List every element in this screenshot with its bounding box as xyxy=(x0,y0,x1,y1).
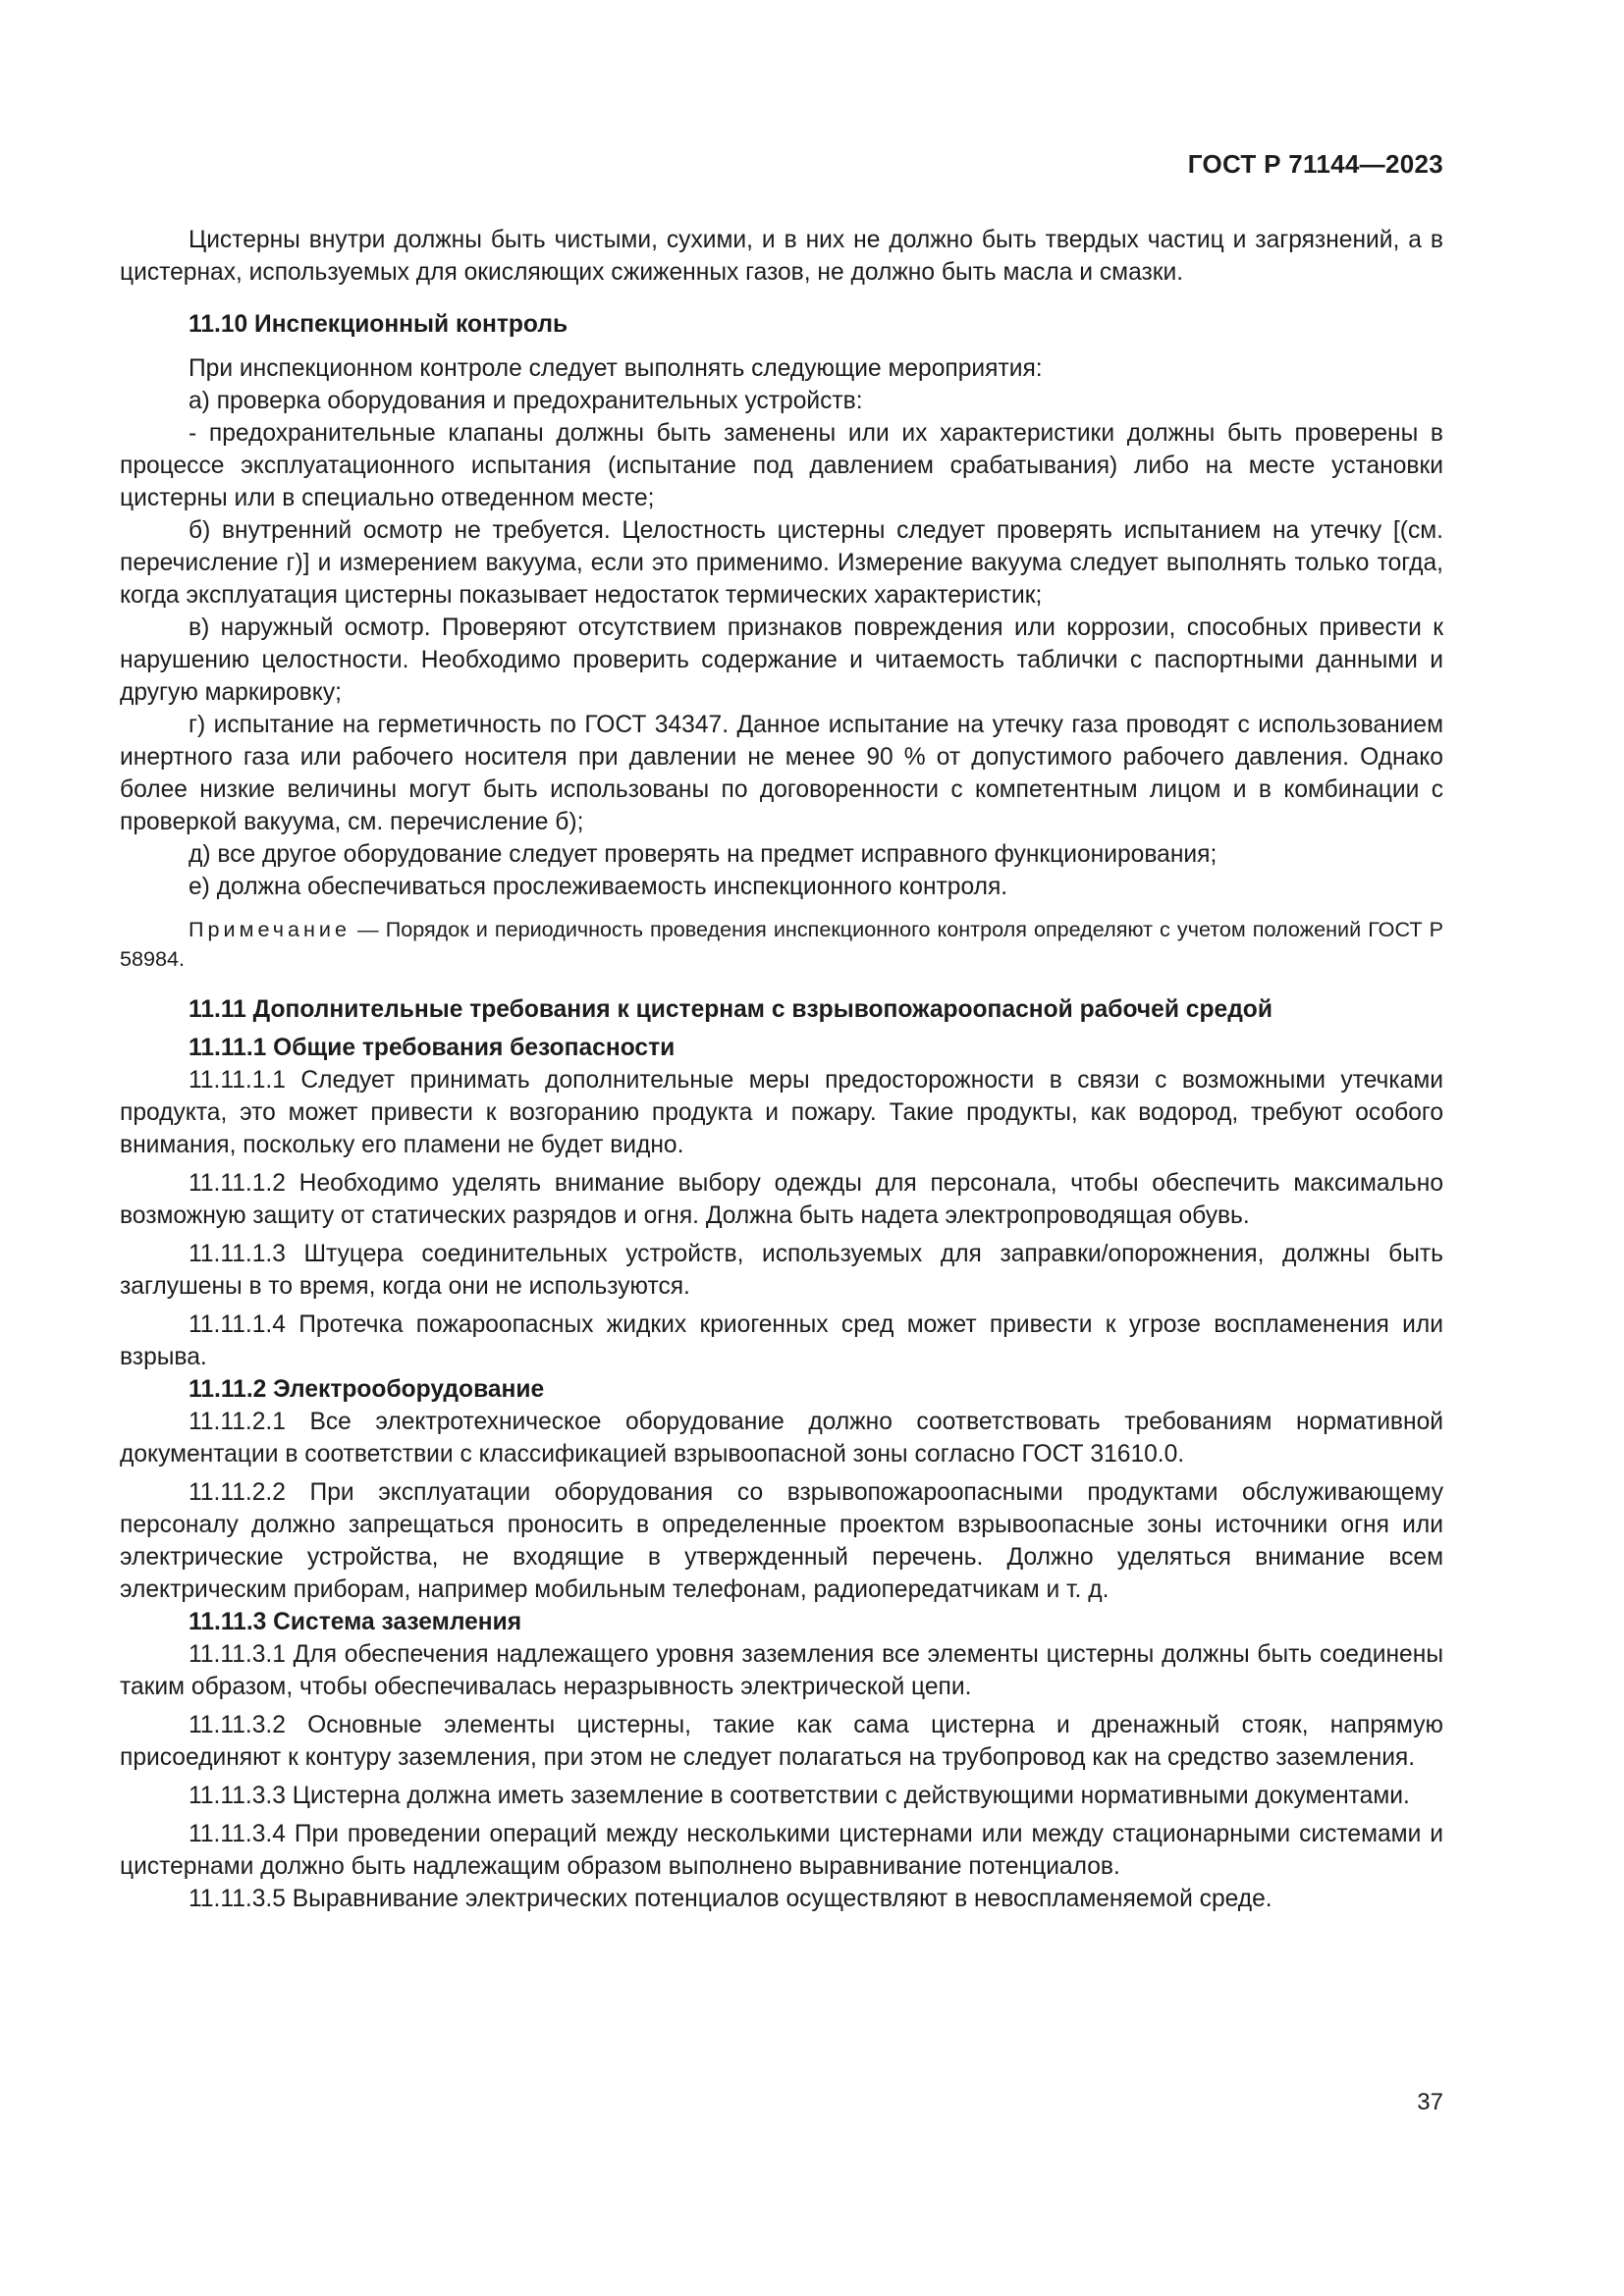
paragraph-11-11-1-4: 11.11.1.4 Протечка пожароопасных жидких криогенных сред может привести к угрозе воспламенения или взрыва. xyxy=(120,1311,1443,1370)
paragraph-11-11-3-3: 11.11.3.3 Цистерна должна иметь заземление в соответствии с действующими нормативными документами. xyxy=(189,1783,1410,1809)
list-item-a-safety-valves: - предохранительные клапаны должны быть заменены или их характеристики должны быть проверены в процессе эксплуатационного испытания (испытание под давлением срабатывания) либо на месте установки цистерны или в специально отведенном месте; xyxy=(120,420,1443,511)
subsection-heading-11-11-2: 11.11.2 Электрооборудование xyxy=(189,1376,545,1403)
paragraph-11-11-1-2: 11.11.1.2 Необходимо уделять внимание выбору одежды для персонала, чтобы обеспечить максимально возможную защиту от статических разрядов и огня. Должна быть надета электропроводящая обувь. xyxy=(120,1170,1443,1229)
note xyxy=(120,915,1443,974)
section-heading-11-10: 11.10 Инспекционный контроль xyxy=(189,311,568,338)
subsection-heading-11-11-1: 11.11.1 Общие требования безопасности xyxy=(189,1035,676,1061)
paragraph-11-11-3-4: 11.11.3.4 При проведении операций между несколькими цистернами или между стационарными системами и цистернами должно быть надлежащим образом выполнено выравнивание потенциалов. xyxy=(120,1821,1443,1880)
list-item-a: а) проверка оборудования и предохранительных устройств: xyxy=(189,388,863,414)
document-code-header: ГОСТ Р 71144—2023 xyxy=(1187,149,1443,179)
note-label: Примечание xyxy=(189,917,351,941)
document-body xyxy=(120,224,1443,1915)
note-text: — Порядок и периодичность проведения инспекционного контроля определяют с учетом положений ГОСТ Р 58984. xyxy=(120,917,1443,971)
page-number: 37 xyxy=(1417,2089,1443,2115)
paragraph-11-11-2-1: 11.11.2.1 Все электротехническое оборудование должно соответствовать требованиям нормативной документации в соответствии с классификацией взрывоопасной зоны согласно ГОСТ 31610.0. xyxy=(120,1409,1443,1468)
subsection-heading-11-11-3: 11.11.3 Система заземления xyxy=(189,1609,522,1635)
list-item-b: б) внутренний осмотр не требуется. Целостность цистерны следует проверять испытанием на утечку [(см. перечисление г)] и измерением вакуума, если это применимо. Измерение вакуума следует выполнять только тогда, когда эксплуатация цистерны показывает недостаток термических характеристик; xyxy=(120,517,1443,609)
paragraph-tank-cleanliness: Цистерны внутри должны быть чистыми, сухими, и в них не должно быть твердых частиц и загрязнений, а в цистернах, используемых для окисляющих сжиженных газов, не должно быть масла и смазки. xyxy=(120,227,1443,286)
list-item-g: г) испытание на герметичность по ГОСТ 34347. Данное испытание на утечку газа проводят с использованием инертного газа или рабочего носителя при давлении не менее 90 % от допустимого рабочего давления. Однако более низкие величины могут быть использованы по договоренности с компетентным лицом и в комбинации с проверкой вакуума, см. перечисление б); xyxy=(120,712,1443,835)
list-item-e: е) должна обеспечиваться прослеживаемость инспекционного контроля. xyxy=(189,874,1008,900)
paragraph-11-11-3-1: 11.11.3.1 Для обеспечения надлежащего уровня заземления все элементы цистерны должны быть соединены таким образом, чтобы обеспечивалась неразрывность электрической цепи. xyxy=(120,1641,1443,1700)
paragraph-11-11-1-3: 11.11.1.3 Штуцера соединительных устройств, используемых для заправки/опорожнения, должны быть заглушены в то время, когда они не используются. xyxy=(120,1241,1443,1300)
list-item-d: д) все другое оборудование следует проверять на предмет исправного функционирования; xyxy=(189,841,1218,868)
paragraph-11-11-3-2: 11.11.3.2 Основные элементы цистерны, такие как сама цистерна и дренажный стояк, напрямую присоединяют к контуру заземления, при этом не следует полагаться на трубопровод как на средство заземления. xyxy=(120,1712,1443,1771)
list-item-v: в) наружный осмотр. Проверяют отсутствием признаков повреждения или коррозии, способных привести к нарушению целостности. Необходимо проверить содержание и читаемость таблички с паспортными данными и другую маркировку; xyxy=(120,614,1443,706)
section-heading-11-11: 11.11 Дополнительные требования к цистернам с взрывопожароопасной рабочей средой xyxy=(189,996,1272,1023)
paragraph-inspection-intro: При инспекционном контроле следует выполнять следующие мероприятия: xyxy=(189,355,1043,382)
paragraph-11-11-2-2: 11.11.2.2 При эксплуатации оборудования со взрывопожароопасными продуктами обслуживающему персоналу должно запрещаться проносить в определенные проектом взрывоопасные зоны источники огня или электрические устройства, не входящие в утвержденный перечень. Должно уделяться внимание всем электрическим приборам, например мобильным телефонам, радиопередатчикам и т. д. xyxy=(120,1479,1443,1603)
paragraph-11-11-1-1: 11.11.1.1 Следует принимать дополнительные меры предосторожности в связи с возможными утечками продукта, это может привести к возгоранию продукта и пожару. Такие продукты, как водород, требуют особого внимания, поскольку его пламени не будет видно. xyxy=(120,1067,1443,1158)
paragraph-11-11-3-5: 11.11.3.5 Выравнивание электрических потенциалов осуществляют в невоспламеняемой среде. xyxy=(189,1886,1272,1912)
